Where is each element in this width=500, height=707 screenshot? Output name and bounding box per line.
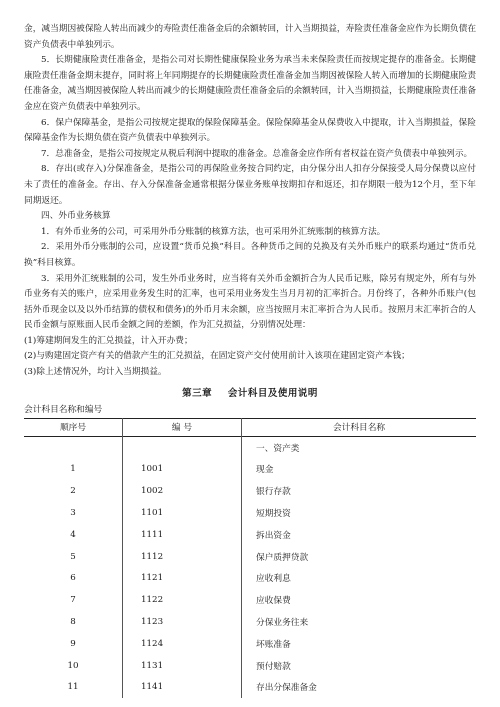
row-code: 1111 <box>123 524 242 546</box>
row-name: 应收保费 <box>256 596 291 607</box>
table-row <box>24 524 476 546</box>
row-name: 拆出资金 <box>256 530 291 541</box>
paragraph: 金，减当期因被保险人转出而减少的寿险责任准备金后的余额转回，计入当期损益，寿险责任准备金应作为长期负债在资产负债表中单独列示。 <box>24 24 476 50</box>
row-seq: 8 <box>70 616 76 627</box>
row-name: 预付赔款 <box>256 661 291 672</box>
account-table <box>24 418 476 699</box>
row-name: 坏账准备 <box>256 639 291 650</box>
row-code: 1101 <box>123 502 242 524</box>
chapter-title: 会计科目及使用说明 <box>227 387 318 399</box>
chapter-number: 第三章 <box>182 387 213 399</box>
table-row <box>24 589 476 611</box>
paragraph: (2)与购建固定资产有关的借款产生的汇兑损益，在固定资产交付使用前计入该项在建固定资产本钱； <box>24 351 410 362</box>
row-name: 保户质押贷款 <box>256 552 309 563</box>
paragraph: 7．总准备金，是指公司按规定从税后利润中提取的准备金。总准备金应作所有者权益在资产负债表中单独列示。 <box>41 148 473 159</box>
paragraph: 8．存出(或存入)分保准备金，是指公司的再保险业务按合同约定，由分保分出人扣存分保接受人局分保费以应付未了责任的准备金。存出、存入分保准备金通常根据分保业务账单按期扣存和返还，扣存期限一般为12个月，至下年同期返还。 <box>24 164 476 206</box>
row-code: 1112 <box>123 546 242 568</box>
table-row <box>24 458 476 480</box>
paragraph: 3．采用外汇统账制的公司，发生外币业务时，应当将有关外币金额折合为人民币记账，除另有规定外，所有与外币业务有关的账户，应采用业务发生时的汇率，也可采用业务发生当月月初的汇率折合。月份终了，各种外币账户(包括外币现金以及以外币结算的债权和债务)的外币月末余额，应当按照月末汇率折合为人民币。按照月末汇率折合的人民币金额与原账面人民币金额之间的差额，作为汇兑损益，分别情况处理： <box>24 273 476 331</box>
paragraph: 2．采用外币分账制的公司，应设置“货币兑换”科目。各种货币之间的兑换及有关外币账户的联系均通过“货币兑换”科目核算。 <box>24 242 476 268</box>
row-name: 存出分保准备金 <box>256 683 317 694</box>
row-code: 1124 <box>123 633 242 655</box>
row-name: 短期投资 <box>256 508 291 519</box>
paragraph: 1．有外币业务的公司，可采用外币分账制的核算方法，也可采用外汇统账制的核算方法。 <box>41 226 386 237</box>
table-row <box>24 633 476 655</box>
document-page <box>24 22 476 698</box>
row-code: 1121 <box>123 567 242 589</box>
row-seq: 7 <box>70 595 76 606</box>
paragraph: (3)除上述情况外，均计入当期损益。 <box>24 367 167 378</box>
paragraph: (1)筹建期间发生的汇兑损益，计入开办费； <box>24 335 193 346</box>
row-seq: 1 <box>70 464 76 475</box>
row-name: 应收利息 <box>256 574 291 585</box>
header-name: 会计科目名称 <box>332 423 386 434</box>
paragraph: 5．长期健康险责任准备金，是指公司对长期性健康保险业务为承当未来保险责任而按规定提存的准备金。长期健康险责任准备金期末提存，同时将上年同期提存的长期健康险责任准备金加当期因被保险人转入而增加的长期健康险责任准备金，减当期因被保险人转出而减少的长期健康险责任准备金后的余额转回，计入当期损益，长期健康险责任准备金应在资产负债表中单独列示。 <box>24 55 476 112</box>
row-code: 1131 <box>123 655 242 677</box>
table-section-row <box>24 436 476 458</box>
row-name: 银行存款 <box>256 487 291 498</box>
body-text <box>24 22 476 381</box>
table-row <box>24 567 476 589</box>
row-name: 分保业务往来 <box>256 617 309 628</box>
row-seq: 10 <box>67 660 79 671</box>
paragraph: 四、外币业务核算 <box>41 211 111 222</box>
table-caption: 会计科目名称和编号 <box>24 404 103 415</box>
row-seq: 11 <box>67 682 79 693</box>
row-code: 1141 <box>123 676 242 698</box>
row-seq: 4 <box>70 529 76 540</box>
row-seq: 9 <box>70 638 76 649</box>
row-code: 1122 <box>123 589 242 611</box>
row-name: 现金 <box>256 465 274 476</box>
row-code: 1002 <box>123 480 242 502</box>
table-row <box>24 611 476 633</box>
table-row <box>24 480 476 502</box>
chapter-heading <box>24 385 476 399</box>
table-header-row <box>24 418 476 436</box>
row-seq: 5 <box>70 551 76 562</box>
row-code: 1001 <box>123 458 242 480</box>
row-seq: 2 <box>70 486 76 497</box>
table-row <box>24 546 476 568</box>
header-code: 编 号 <box>123 418 242 436</box>
section-label: 一、资产类 <box>256 443 300 454</box>
table-row <box>24 676 476 698</box>
header-seq: 顺序号 <box>59 423 87 434</box>
row-code: 1123 <box>123 611 242 633</box>
table-row <box>24 655 476 677</box>
row-seq: 3 <box>70 507 76 518</box>
table-row <box>24 502 476 524</box>
paragraph: 6．保户保障基金，是指公司按规定提取的保险保障基金。保险保障基金从保费收入中提取，计入当期损益，保险保障基金作为长期负债在资产负债表中单独列示。 <box>24 117 476 144</box>
row-seq: 6 <box>70 573 76 584</box>
